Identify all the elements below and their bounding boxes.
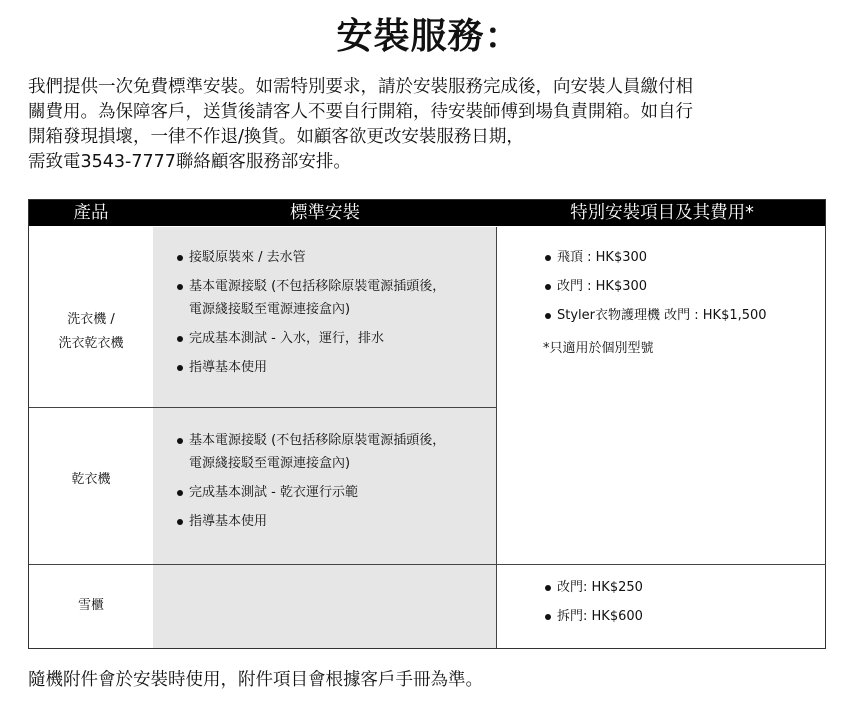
header-product: 產品: [73, 203, 109, 223]
list-item: 完成基本測試 - 乾衣運行示範: [175, 481, 445, 504]
standard-install-list: [175, 246, 445, 385]
intro-line: 需致電3543-7777聯絡顧客服務部安排。: [28, 152, 351, 172]
list-item: 指導基本使用: [175, 356, 445, 379]
list-item: 改門 : HK$300: [543, 275, 767, 298]
list-item: 飛頂 : HK$300: [543, 246, 767, 269]
product-dryer: [29, 468, 153, 492]
list-item: [175, 275, 445, 321]
product-label: 乾衣機: [71, 472, 111, 487]
standard-install-list: [175, 429, 445, 539]
intro-line: 我們提供一次免費標準安裝。如需特別要求，請於安裝服務完成後，向安裝人員繳付相: [28, 77, 693, 97]
footer-note: 隨機附件會於安裝時使用，附件項目會根據客戶手冊為準。: [28, 670, 483, 690]
product-fridge: [29, 594, 153, 618]
list-item: Styler衣物護理機 改門 : HK$1,500: [543, 304, 767, 327]
list-item: 改門: HK$250: [543, 576, 643, 599]
product-label: 雪櫃: [77, 598, 104, 613]
special-install-note: *只適用於個別型號: [543, 341, 654, 356]
product-label: 洗衣機 /: [67, 312, 115, 327]
product-label: 洗衣乾衣機: [58, 336, 124, 351]
list-item: 完成基本測試 - 入水，運行，排水: [175, 327, 445, 350]
list-item: 拆門: HK$600: [543, 605, 643, 628]
intro-line: 開箱發現損壞，一律不作退/換貨。如顧客欲更改安裝服務日期，: [28, 127, 524, 147]
list-item-line: 電源綫接駁至電源連接盒內): [189, 456, 351, 471]
intro-line: 關費用。為保障客戶，送貨後請客人不要自行開箱，待安裝師傅到場負責開箱。如自行: [28, 102, 693, 122]
list-item-line: 電源綫接駁至電源連接盒內): [189, 302, 351, 317]
list-item: 指導基本使用: [175, 510, 445, 533]
special-install-list: [543, 576, 643, 634]
list-item: [175, 429, 445, 475]
list-item-line: 基本電源接駁 (不包括移除原裝電源插頭後，: [189, 279, 446, 294]
product-washer-dryer: [29, 308, 153, 356]
special-install-list: [543, 246, 767, 333]
list-item: 接駁原裝來 / 去水管: [175, 246, 445, 269]
list-item-line: 基本電源接駁 (不包括移除原裝電源插頭後，: [189, 433, 446, 448]
row-divider: [29, 407, 497, 408]
row-divider: [29, 564, 826, 565]
header-standard-install: 標準安裝: [290, 203, 360, 223]
table-header-row: [29, 200, 825, 226]
intro-paragraph: [28, 75, 818, 175]
installation-service-table: [28, 199, 826, 649]
page-title: 安裝服務：: [336, 16, 522, 57]
column-divider: [496, 227, 497, 648]
header-special-install: 特別安裝項目及其費用*: [570, 203, 754, 223]
